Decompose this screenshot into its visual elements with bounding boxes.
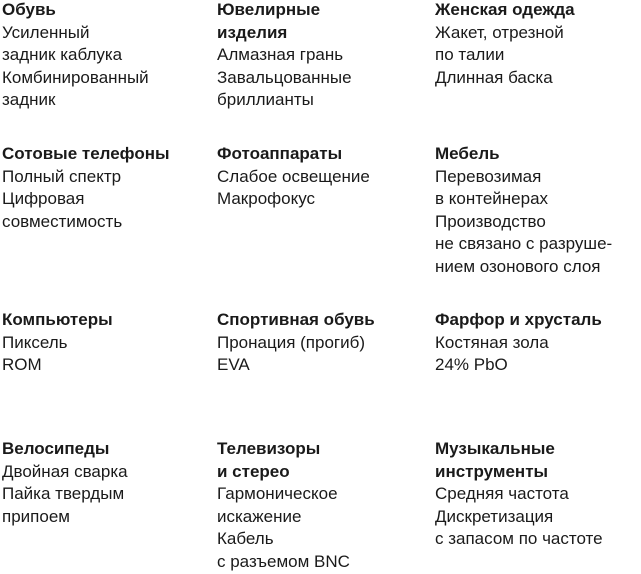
term-line: задник каблука [2,45,123,65]
category-heading: Мебель [435,144,500,163]
category-heading: инструменты [435,461,549,481]
category-block [217,143,370,211]
term-line: Костяная зола [435,332,549,352]
term-line: Длинная баска [435,67,553,87]
term-line: Усиленный [2,22,90,42]
category-heading: Велосипеды [2,439,110,458]
term-line: Средняя частота [435,484,569,504]
term-line: ROM [2,355,42,375]
category-heading: и стерео [217,461,290,481]
term-line: в контейнерах [435,189,549,209]
term-line: Макрофокус [217,189,316,209]
category-block [2,0,149,112]
category-block [217,438,350,574]
term-line: Пайка твердым [2,484,125,504]
term-line: Дискретизация [435,506,554,526]
term-line: Перевозимая [435,166,542,186]
category-heading: Женская одежда [435,0,575,19]
term-line: нием озонового слоя [435,256,601,276]
term-line: с разъемом BNC [217,551,350,571]
category-heading: Сотовые телефоны [2,144,170,163]
term-line: Пиксель [2,332,68,352]
term-line: Двойная сварка [2,461,128,481]
category-heading: Обувь [2,0,56,19]
category-heading: Спортивная обувь [217,310,375,329]
term-line: припоем [2,506,70,526]
category-block [435,0,575,89]
category-block [435,309,602,377]
term-line: Полный спектр [2,166,122,186]
term-line: Цифровая [2,189,85,209]
category-block [217,309,375,377]
term-line: Слабое освещение [217,166,370,186]
term-line: EVA [217,355,250,375]
category-heading: Фарфор и хрусталь [435,310,602,329]
term-line: Пронация (прогиб) [217,332,366,352]
term-line: Гармоническое [217,484,338,504]
term-line: задник [2,90,56,110]
category-block [2,143,170,233]
term-line: бриллианты [217,90,314,110]
term-line: Комбинированный [2,67,149,87]
term-line: 24% PbO [435,355,508,375]
term-line: Жакет, отрезной [435,22,564,42]
category-heading: Компьютеры [2,310,113,329]
term-line: искажение [217,506,302,526]
category-block [435,438,603,551]
term-line: по талии [435,45,505,65]
term-line: совместимость [2,211,123,231]
term-line: Алмазная грань [217,45,344,65]
category-block [2,309,113,377]
category-block [435,143,612,279]
category-heading: Телевизоры [217,439,321,458]
category-heading: Музыкальные [435,439,555,458]
term-line: Завальцованные [217,67,352,87]
category-heading: Фотоаппараты [217,144,343,163]
term-line: с запасом по частоте [435,529,603,549]
category-block [2,438,128,528]
category-block [217,0,352,112]
term-line: не связано с разруше- [435,234,613,254]
category-heading: Ювелирные [217,0,321,19]
term-line: Производство [435,211,546,231]
category-heading: изделия [217,22,288,42]
term-line: Кабель [217,529,274,549]
